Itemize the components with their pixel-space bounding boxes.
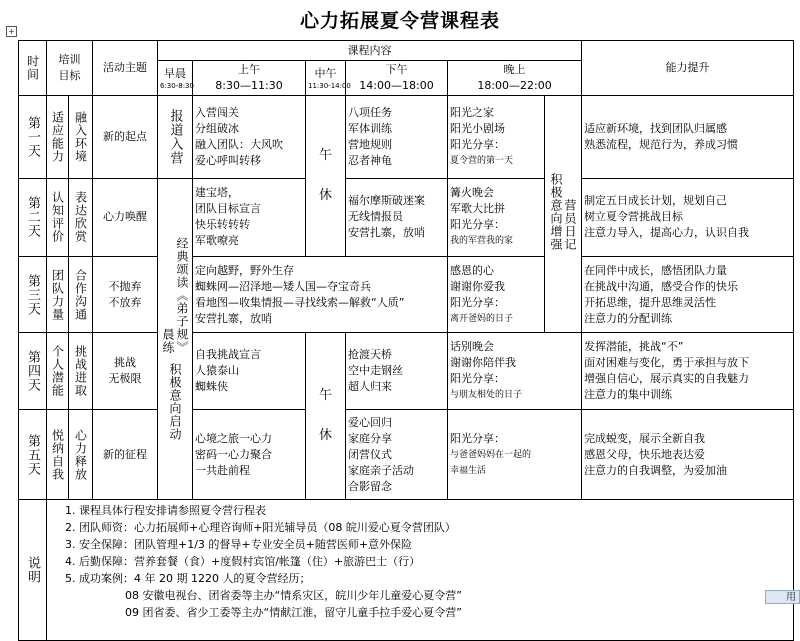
header-content: 课程内容 bbox=[158, 41, 582, 61]
day-label: 第二天 bbox=[19, 178, 47, 256]
goal-a: 适应能力 bbox=[47, 96, 69, 178]
header-early: 早晨 6:30-8:30 bbox=[158, 61, 193, 96]
table-row bbox=[19, 178, 794, 256]
ability-cell: 制定五日成长计划，规划自己 树立夏令营挑战目标 注意力导入，提高心力，认识自我 bbox=[582, 178, 794, 256]
eve-cell: 话别晚会 谢谢你陪伴我 阳光分享： 与朋友相处的日子 bbox=[448, 333, 582, 409]
goal-b: 融入环境 bbox=[69, 96, 93, 178]
ability-cell: 适应新环境，找到团队归属感 熟悉流程，规范行为，养成习惯 bbox=[582, 96, 794, 178]
am-cell: 自我挑战宣言 人猿泰山 蜘蛛侠 bbox=[193, 333, 306, 409]
ability-cell: 在同伴中成长，感悟团队力量 在挑战中沟通，感受合作的快乐 开拓思维，提升思维灵活性 注意力的分配训练 bbox=[582, 257, 794, 333]
early-span-cell: 晨练经典颂读《弟子规》 积极意向启动 bbox=[158, 178, 193, 500]
table-row bbox=[19, 333, 794, 409]
goal-a: 个人潜能 bbox=[47, 333, 69, 409]
notes-cell: 1. 课程具体行程安排请参照夏令营行程表 2. 团队师资：心力拓展师+心理咨询师+阳光辅导员（08 皖川爱心夏令营团队） 3. 安全保障：团队管理+1/3 的督导+专业安全员+随营医师+意外保险 4. 后勤保障：营养套餐（食）+度假村宾馆/帐篷（住）+旅游巴士（行） 5. 成功案例：4 年 20 期 1220 人的夏令营经历； 08 安徽电视台、团省委等主办“情系灾区，皖川少年儿童爱心夏令营” 09 团省委、省少工委等主办“情献江淮，留守儿童手拉手爱心夏令营” bbox=[47, 500, 794, 641]
early-cell: 报道入营 bbox=[158, 96, 193, 178]
noon-rest-cell: 午 休 bbox=[306, 333, 346, 500]
header-goal: 培训目标 bbox=[47, 41, 93, 96]
goal-b: 心力释放 bbox=[69, 409, 93, 499]
goal-a: 悦纳自我 bbox=[47, 409, 69, 499]
goal-a: 团队力量 bbox=[47, 257, 69, 333]
header-theme: 活动主题 bbox=[93, 41, 158, 96]
table-move-handle-icon[interactable]: + bbox=[6, 26, 17, 37]
side-tab-marker[interactable]: 用 bbox=[765, 590, 800, 604]
goal-b: 挑战进取 bbox=[69, 333, 93, 409]
day-label: 第五天 bbox=[19, 409, 47, 499]
ability-cell: 完成蜕变，展示全新自我 感恩父母，快乐地表达爱 注意力的自我调整，为爱加油 bbox=[582, 409, 794, 499]
day-label: 第四天 bbox=[19, 333, 47, 409]
notes-row bbox=[19, 500, 794, 641]
eve-cell: 阳光分享： 与爸爸妈妈在一起的 幸福生活 bbox=[448, 409, 582, 499]
pm-cell: 八项任务 军体训练 营地规则 忍者神龟 bbox=[346, 96, 448, 178]
header-time: 时间 bbox=[19, 41, 47, 96]
eve-side-cell: 积极意向增强营员日记 bbox=[545, 96, 582, 333]
goal-b: 表达欣赏 bbox=[69, 178, 93, 256]
theme-cell: 心力唤醒 bbox=[93, 178, 158, 256]
table-row bbox=[19, 257, 794, 333]
header-pm: 下午 14:00—18:00 bbox=[346, 61, 448, 96]
day-label: 第一天 bbox=[19, 96, 47, 178]
am-cell: 心境之旅一心力 密码一心力聚合 一共赴前程 bbox=[193, 409, 306, 499]
eve-cell: 篝火晚会 军歌大比拼 阳光分享： 我的军营我的家 bbox=[448, 178, 545, 256]
table-row bbox=[19, 96, 794, 178]
day-label: 第三天 bbox=[19, 257, 47, 333]
table-row bbox=[19, 409, 794, 499]
eve-cell: 阳光之家 阳光小剧场 阳光分享： 夏令营的第一天 bbox=[448, 96, 545, 178]
pm-cell: 福尔摩斯破迷案 无线情报员 安营扎寨，放哨 bbox=[346, 178, 448, 256]
theme-cell: 挑战 无极限 bbox=[93, 333, 158, 409]
header-am: 上午 8:30—11:30 bbox=[193, 61, 306, 96]
am-cell: 入营闯关 分组破冰 融入团队：大风吹 爱心呼叫转移 bbox=[193, 96, 306, 178]
header-ability: 能力提升 bbox=[582, 41, 794, 96]
eve-cell: 感恩的心 谢谢你爱我 阳光分享： 离开爸妈的日子 bbox=[448, 257, 545, 333]
notes-label: 说明 bbox=[19, 500, 47, 641]
goal-b: 合作沟通 bbox=[69, 257, 93, 333]
page-title: 心力拓展夏令营课程表 bbox=[299, 10, 500, 32]
theme-cell: 新的起点 bbox=[93, 96, 158, 178]
header-noon: 中午 11:30-14:00 bbox=[306, 61, 346, 96]
pm-cell: 爱心回归 家庭分享 闭营仪式 家庭亲子活动 合影留念 bbox=[346, 409, 448, 499]
ability-cell: 发挥潜能，挑战“不” 面对困难与变化，勇于承担与放下 增强自信心，展示真实的自我魅力 注意力的集中训练 bbox=[582, 333, 794, 409]
goal-a: 认知评价 bbox=[47, 178, 69, 256]
am-cell: 建宝塔， 团队目标宣言 快乐转转转 军歌嘹亮 bbox=[193, 178, 306, 256]
noon-rest-cell: 午 休 bbox=[306, 96, 346, 257]
pm-cell: 抢渡天桥 空中走钢丝 超人归来 bbox=[346, 333, 448, 409]
header-eve: 晚上 18:00—22:00 bbox=[448, 61, 582, 96]
theme-cell: 不抛弃 不放弃 bbox=[93, 257, 158, 333]
merged-day-cell: 定向越野，野外生存 蜘蛛网—沼泽地—矮人国—夺宝奇兵 看地图—收集情报—寻找线索—解救“人质” 安营扎寨，放哨 bbox=[193, 257, 448, 333]
theme-cell: 新的征程 bbox=[93, 409, 158, 499]
schedule-table bbox=[18, 40, 794, 641]
